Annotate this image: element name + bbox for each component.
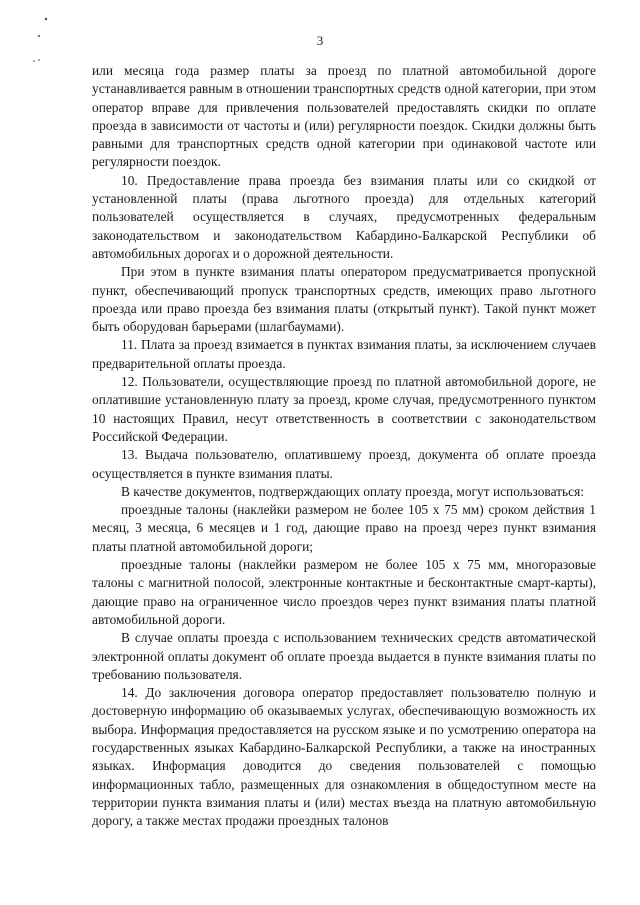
paragraph-item-11: 11. Плата за проезд взимается в пунктах взимания платы, за исключением случаев предварительной оплаты проезда. (92, 337, 596, 371)
scan-speck (33, 60, 35, 62)
paragraph-continuation: или месяца года размер платы за проезд по платной автомобильной дороге устанавливается равным в отношении транспортных средств одной категории, при этом оператор вправе для привлечения пользователей предоставлять скидки по оплате проезда в зависимости от частоты и (или) регулярности поездок. Скидки должны быть равными для транспортных средств одной категории при одинаковой частоте или регулярности поездок. (92, 63, 596, 170)
paragraph-documents-intro: В качестве документов, подтверждающих оплату проезда, могут использоваться: (121, 483, 584, 499)
paragraph-item-10: 10. Предоставление права проезда без взимания платы или со скидкой от установленной платы (права льготного проезда) для отдельных категорий пользователей осуществляется в случаях, предусмотренных федеральным законодательством и законодательством Кабардино-Балкарской Республики об автомобильных дорогах и о дорожной деятельности. (92, 172, 596, 261)
scan-speck (38, 59, 40, 61)
page-number: 3 (316, 33, 324, 48)
paragraph-open-point: При этом в пункте взимания платы оператором предусматривается пропускной пункт, обеспечивающий пропуск транспортных средств, имеющих право льготного проезда или право проезда без взимания платы (открытый пункт). Такой пункт может быть оборудован барьерами (шлагбаумами). (92, 264, 596, 335)
document-body (92, 62, 596, 830)
paragraph-talons-limited: проездные талоны (наклейки размером не более 105 х 75 мм, многоразовые талоны с магнитной полосой, электронные контактные и бесконтактные смарт-карты), дающие право на ограниченное число проездов через пункт взимания платы платной автомобильной дороги. (92, 557, 596, 627)
paragraph-talons-term: проездные талоны (наклейки размером не более 105 х 75 мм) сроком действия 1 месяц, 3 месяца, 6 месяцев и 1 год, дающие право на проезд через пункт взимания платы платной автомобильной дороги; (92, 502, 596, 554)
scan-speck (45, 18, 47, 20)
paragraph-item-12: 12. Пользователи, осуществляющие проезд по платной автомобильной дороге, не оплатившие установленную плату за проезд, кроме случая, предусмотренного пунктом 10 настоящих Правил, несут ответственность в соответствии с законодательством Российской Федерации. (92, 374, 596, 444)
paragraph-electronic-payment: В случае оплаты проезда с использованием технических средств автоматической электронной оплаты документ об оплате проезда выдается в пункте взимания платы по требованию пользователя. (92, 630, 596, 682)
paragraph-item-13: 13. Выдача пользователю, оплатившему проезд, документа об оплате проезда осуществляется в пункте взимания платы. (92, 447, 596, 481)
paragraph-item-14: 14. До заключения договора оператор предоставляет пользователю полную и достоверную информацию об оказываемых услугах, обеспечивающую возможность их выбора. Информация предоставляется на русском языке и по усмотрению оператора на государственных языках Кабардино-Балкарской Республики, а также на иностранных языках. Информация доводится до сведения пользователей с помощью информационных табло, размещенных для ознакомления в общедоступном месте на территории пункта взимания платы и (или) местах въезда на платную автомобильную дорогу, а также местах продажи проездных талонов (92, 685, 596, 829)
